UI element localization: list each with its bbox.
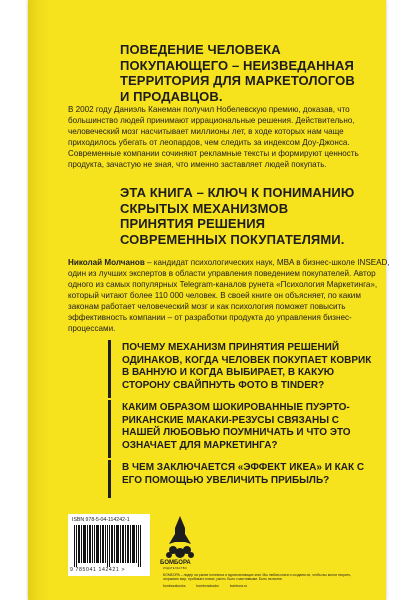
question-2: КАКИМ ОБРАЗОМ ШОКИРОВАННЫЕ ПУЭРТО-РИКАНСКИЕ МАКАКИ-РЕЗУСЫ СВЯЗАНЫ С НАШЕЙ ЛЮБОВЬЮ ПОУМНИЧАТЬ И ЧТО ЭТО ОЗНАЧАЕТ ДЛЯ МАРКЕТИНГА?	[122, 402, 351, 451]
author-name: Николай Молчанов	[68, 258, 145, 267]
question-bar	[108, 340, 111, 398]
social-link[interactable]: bomborabooks	[196, 584, 219, 588]
intro-heading: ПОВЕДЕНИЕ ЧЕЛОВЕКА ПОКУПАЮЩЕГО – НЕИЗВЕДАННАЯ ТЕРРИТОРИЯ ДЛЯ МАРКЕТОЛОГОВ И ПРОДАВЦОВ.	[120, 42, 355, 104]
publisher-name: БОМБОРА	[160, 560, 191, 566]
barcode	[68, 514, 150, 576]
social-link[interactable]: bombora.ru	[229, 584, 248, 588]
social-link[interactable]: bomborabooks	[163, 584, 186, 588]
social-links	[163, 584, 257, 588]
author-bio: – кандидат психологических наук, MBA в бизнес-школе INSEAD, один из лучших экспертов в области управления поведением покупателей. Автор одного из самых популярных Telegram-каналов рунета «Психология Маркетинга», который читают более 110 000 человек. В своей книге он объясняет, по каким законам работает человеческий мозг и как психология поможет повысить эффективность компании – от разработки продукта до управления бизнес-процессами.	[68, 258, 390, 333]
question-bar	[108, 400, 111, 458]
barcode-bars-icon	[74, 525, 144, 567]
barcode-number: 9 785041 142421 >	[70, 567, 126, 573]
intro-paragraph: В 2002 году Даниэль Канеман получил Нобелевскую премию, доказав, что большинство людей принимают иррациональные решения. Действительно, человеческий мозг насчитывает миллионы лет, в ходе которых нам чаще приходилось убегать от леопардов, чем следить за индексом Доу-Джонса. Современные компании сочиняют рекламные тексты и формируют ценность продукта, зачастую не зная, что именно заставляет людей покупать.	[68, 105, 359, 169]
publisher-tagline: БОМБОРА – лидер на рынке полезных и вдохновляющих книг. Мы любим книги и создаем их, чтобы вы могли творить, открывать мир, пробовать новое, расти. Быть счастливыми. Быть на волне.	[163, 573, 352, 582]
isbn-text: ISBN 978-5-04-114242-1	[72, 517, 130, 523]
author-paragraph	[68, 257, 390, 334]
question-3: В ЧЕМ ЗАКЛЮЧАЕТСЯ «ЭФФЕКТ ИКЕА» И КАК С ЕГО ПОМОЩЬЮ УВЕЛИЧИТЬ ПРИБЫЛЬ?	[122, 462, 365, 486]
question-bar	[108, 460, 111, 498]
publisher-subtitle: ИЗДАТЕЛЬСТВО	[163, 567, 188, 570]
question-1: ПОЧЕМУ МЕХАНИЗМ ПРИНЯТИЯ РЕШЕНИЙ ОДИНАКОВ, КОГДА ЧЕЛОВЕК ПОКУПАЕТ КОВРИК В ВАННУЮ И КОГДА ВЫБИРАЕТ, В КАКУЮ СТОРОНУ СВАЙПНУТЬ ФОТО В TINDER?	[122, 342, 372, 391]
bombora-rocket-icon	[160, 514, 200, 562]
spine-shadow	[28, 0, 50, 600]
pitch-heading: ЭТА КНИГА – КЛЮЧ К ПОНИМАНИЮ СКРЫТЫХ МЕХАНИЗМОВ ПРИНЯТИЯ РЕШЕНИЯ СОВРЕМЕННЫХ ПОКУПАТЕЛЯМИ.	[120, 185, 355, 247]
back-cover	[28, 0, 390, 600]
